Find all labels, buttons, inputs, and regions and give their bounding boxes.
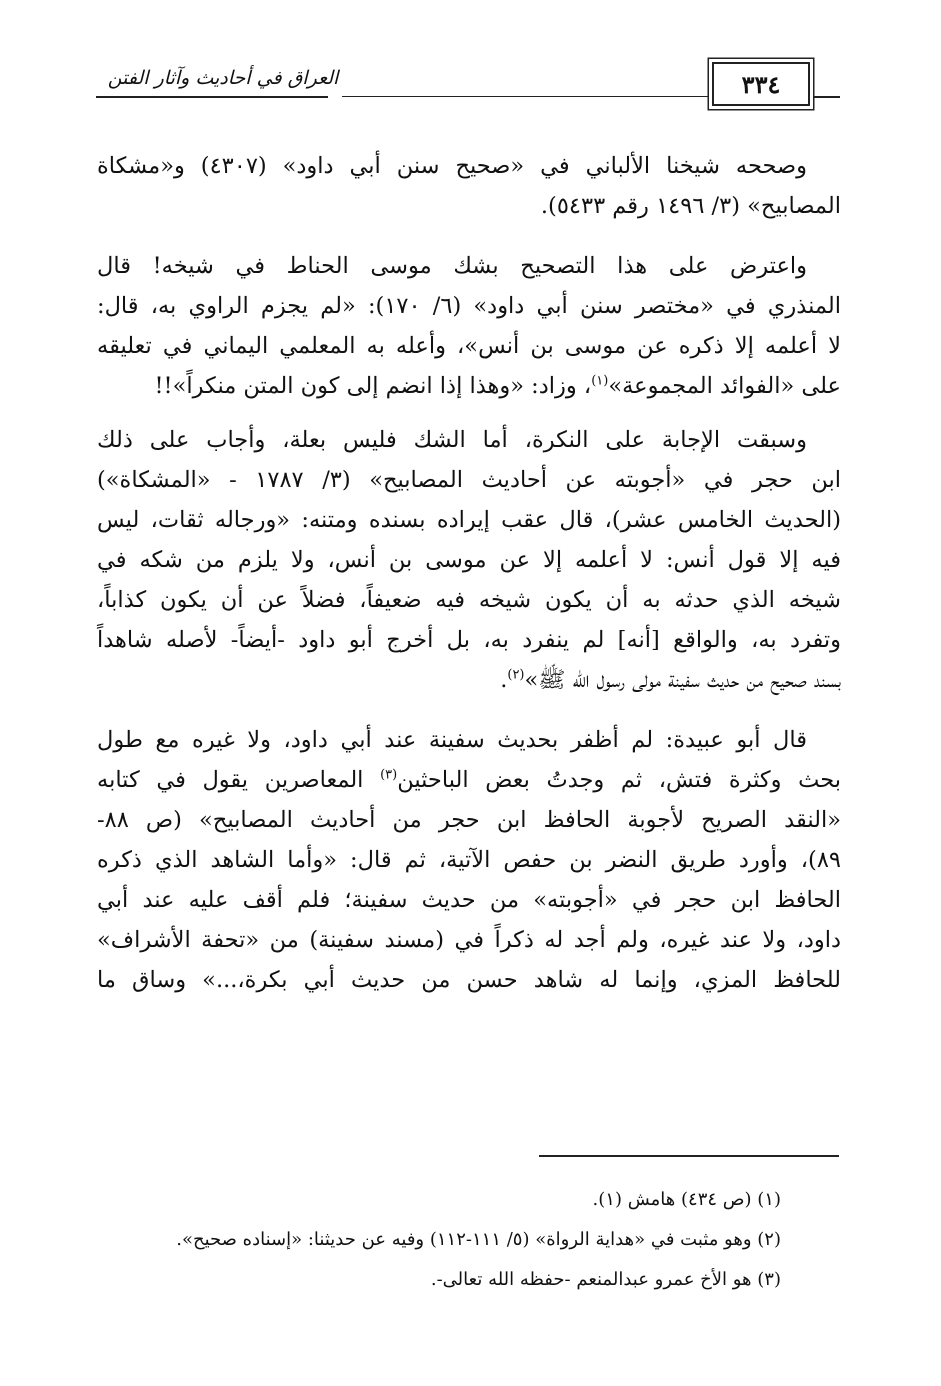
text-line: (الحديث الخامس عشر)، قال عقب إيراده بسنده ومتنه: «ورجاله ثقات، ليس <box>97 507 841 533</box>
text-segment: بسند صحيح من حديث سفينة مولى رسول الله ﷺ» <box>524 667 841 693</box>
main-text <box>97 146 841 1020</box>
text-segment: المعاصرين يقول في كتابه <box>97 767 381 793</box>
footnote-2: (٢) وهو مثبت في «هداية الرواة» (٥/ ١١١-١١٢) وفيه عن حديثنا: «إسناده صحيح». <box>176 1229 781 1250</box>
text-segment: على «الفوائد المجموعة» <box>608 373 841 399</box>
footnote-ref: (٢) <box>507 667 525 683</box>
running-header <box>96 62 840 108</box>
paragraph-4 <box>97 720 841 1000</box>
footnotes <box>97 1180 841 1300</box>
footnote-ref: (١) <box>591 373 609 389</box>
paragraph-3 <box>97 420 841 700</box>
page-number: ٣٣٤ <box>712 62 810 106</box>
text-segment: بحث وكثرة فتش، ثم وجدتُ بعض الباحثين <box>397 767 842 793</box>
text-line: واعترض على هذا التصحيح بشك موسى الحناط في شيخه! قال <box>97 253 807 279</box>
text-line: بسند صحيح من حديث سفينة مولى رسول الله ﷺ»$^{(٢)}$. <box>500 667 841 693</box>
text-line: قال أبو عبيدة: لم أظفر بحديث سفينة عند أبي داود، ولا غيره مع طول <box>97 727 807 753</box>
footnote-separator <box>539 1155 839 1157</box>
text-line: وصححه شيخنا الألباني في «صحيح سنن أبي داود» (٤٣٠٧) و«مشكاة <box>97 153 807 179</box>
text-line <box>97 366 841 406</box>
text-segment: ، وزاد: «وهذا إذا انضم إلى كون المتن منكراً»!! <box>154 373 592 399</box>
header-rule <box>342 96 710 97</box>
text-line: وسبقت الإجابة على النكرة، أما الشك فليس بعلة، وأجاب على ذلك <box>97 427 807 453</box>
text-line: للحافظ المزي، وإنما له شاهد حسن من حديث أبي بكرة،...» وساق ما <box>97 967 841 993</box>
text-line: المنذري في «مختصر سنن أبي داود» (٦/ ١٧٠): «لم يجزم الراوي به، قال: <box>97 293 841 319</box>
paragraph-2 <box>97 246 841 406</box>
text-line: المصابيح» (٣/ ١٤٩٦ رقم ٥٤٣٣). <box>540 193 841 219</box>
text-line: داود، ولا عند غيره، ولم أجد له ذكراً في (مسند سفينة) من «تحفة الأشراف» <box>97 927 841 953</box>
text-line: شيخه الذي حدثه به أن يكون شيخه فيه ضعيفاً، فضلاً عن أن يكون كذاباً، <box>97 587 841 613</box>
text-line: ٨٩)، وأورد طريق النضر بن حفص الآتية، ثم قال: «وأما الشاهد الذي ذكره <box>97 847 841 873</box>
header-rule <box>810 96 840 98</box>
text-line: وتفرد به، والواقع [أنه] لم ينفرد به، بل أخرج أبو داود -أيضاً- لأصله شاهداً <box>97 627 841 653</box>
footnote-3: (٣) هو الأخ عمرو عبدالمنعم -حفظه الله تعالى-. <box>430 1269 781 1290</box>
footnote-ref: (٣) <box>380 767 398 783</box>
text-line: ابن حجر في «أجوبته عن أحاديث المصابيح» (٣/ ١٧٨٧ - «المشكاة») <box>97 467 841 493</box>
footnote-1: (١) (ص ٤٣٤) هامش (١). <box>592 1189 781 1210</box>
text-line: فيه إلا قول أنس: لا أعلمه إلا عن موسى بن أنس، ولا يلزم من شكه في <box>97 547 841 573</box>
text-line <box>97 760 841 800</box>
text-line: لا أعلمه إلا ذكره عن موسى بن أنس»، وأعله به المعلمي اليماني في تعليقه <box>97 333 841 359</box>
paragraph-1 <box>97 146 841 226</box>
book-title: العراق في أحاديث وآثار الفتن <box>107 67 339 89</box>
header-rule <box>96 96 328 98</box>
text-line: «النقد الصريح لأجوبة الحافظ ابن حجر من أحاديث المصابيح» (ص ٨٨- <box>97 807 841 833</box>
text-line: الحافظ ابن حجر في «أجوبته» من حديث سفينة؛ فلم أقف عليه عند أبي <box>97 887 841 913</box>
